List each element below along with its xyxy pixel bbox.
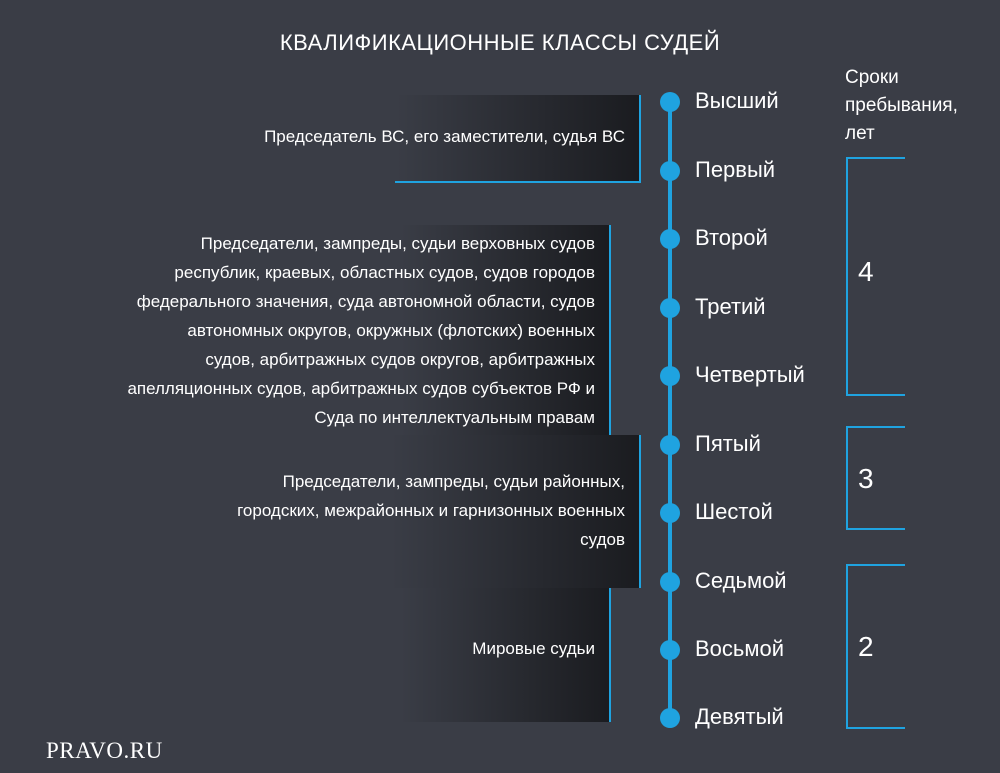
class-dot-4	[660, 298, 680, 318]
group-desc-regional	[15, 229, 595, 432]
class-label-1: Первый	[695, 157, 776, 182]
group-desc-magistrates	[295, 634, 595, 663]
years-header-line: лет	[845, 123, 875, 144]
class-label-2: Второй	[695, 225, 768, 250]
class-dot-3	[660, 229, 680, 249]
class-label-9: Девятый	[695, 704, 784, 729]
diagram-title: КВАЛИФИКАЦИОННЫЕ КЛАССЫ СУДЕЙ	[279, 30, 721, 55]
desc-line: судов	[580, 530, 625, 549]
class-dot-5	[660, 366, 680, 386]
class-label-3: Третий	[695, 294, 766, 319]
desc-line: федерального значения, суда автономной области, судов	[136, 292, 595, 311]
class-dot-6	[660, 435, 680, 455]
duration-value-4: 4	[858, 256, 874, 287]
class-label-4: Четвертый	[695, 362, 805, 387]
class-dot-2	[660, 161, 680, 181]
desc-line: городских, межрайонных и гарнизонных военных	[237, 501, 625, 520]
class-dot-7	[660, 503, 680, 523]
class-label-highest: Высший	[695, 88, 779, 113]
class-dot-9	[660, 640, 680, 660]
years-header-line: Сроки	[845, 67, 899, 88]
class-label-7: Седьмой	[695, 568, 787, 593]
years-header-line: пребывания,	[845, 95, 958, 116]
desc-line: автономных округов, окружных (флотских) военных	[187, 321, 595, 340]
duration-bracket-2	[847, 565, 905, 728]
desc-line: судов, арбитражных судов округов, арбитражных	[205, 350, 595, 369]
desc-line: апелляционных судов, арбитражных судов субъектов РФ и	[127, 379, 595, 398]
desc-line: Председатели, зампреды, судьи верховных судов	[200, 234, 595, 253]
desc-line: Мировые судьи	[472, 639, 595, 658]
brand-logo: PRAVO.RU	[46, 738, 163, 763]
class-dot-1	[660, 92, 680, 112]
group-desc-supreme	[185, 122, 625, 151]
duration-bracket-3	[847, 427, 905, 529]
class-dot-8	[660, 572, 680, 592]
group-desc-district	[105, 467, 625, 554]
class-label-5: Пятый	[695, 431, 761, 456]
desc-line: Председатель ВС, его заместители, судья ВС	[264, 127, 625, 146]
duration-bracket-4	[847, 158, 905, 395]
desc-line: республик, краевых, областных судов, судов городов	[174, 263, 595, 282]
class-label-8: Восьмой	[695, 636, 785, 661]
duration-value-3: 3	[858, 463, 874, 494]
duration-value-2: 2	[858, 631, 874, 662]
desc-line: Председатели, зампреды, судьи районных,	[282, 472, 625, 491]
class-label-6: Шестой	[695, 499, 773, 524]
desc-line: Суда по интеллектуальным правам	[314, 408, 595, 427]
years-header	[845, 64, 995, 148]
class-dot-10	[660, 708, 680, 728]
